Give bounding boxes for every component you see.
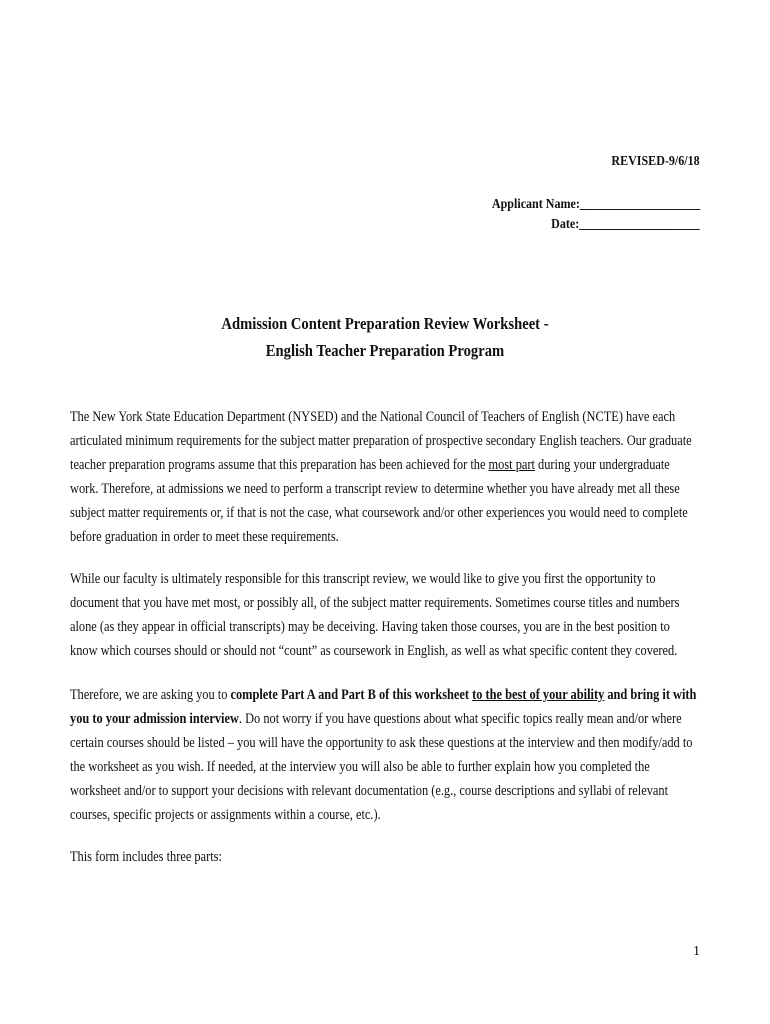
- applicant-name-blank: ____________________: [579, 197, 700, 212]
- revision-date: REVISED-9/6/18: [611, 154, 700, 169]
- title-line-2: English Teacher Preparation Program: [265, 341, 505, 360]
- bold-underlined-instruction: to the best of your ability: [472, 687, 605, 703]
- paragraph-3: Therefore, we are asking you to complete Part A and Part B of this worksheet to the best of your ability and bring it with you to your admission interview. Do not worry if you have questions about what specific topics really mean and/or where certain courses should be listed – you will have the opportunity to ask these questions at the interview and then modify/add to the worksheet as you wish. If needed, at the interview you will also be able to further explain how you completed the worksheet and/or to support your decisions with relevant documentation (e.g., course descriptions and syllabi of relevant courses, specific projects or assignments within a course, etc.).: [70, 687, 697, 823]
- bold-interview-instruction: and bring it with you to your admission interview: [70, 687, 697, 727]
- paragraph-4: This form includes three parts:: [70, 849, 222, 865]
- page-number: 1: [693, 944, 700, 959]
- date-label: Date:: [551, 217, 580, 232]
- date-blank: ____________________: [579, 217, 700, 232]
- applicant-name-field: [492, 197, 700, 213]
- underlined-most-part: most part: [488, 457, 535, 473]
- applicant-name-label: Applicant Name:: [491, 197, 580, 212]
- paragraph-1: The New York State Education Department (NYSED) and the National Council of Teachers of English (NCTE) have each articulated minimum requirements for the subject matter preparation of prospective secondary English teachers. Our graduate teacher preparation programs assume that this preparation has been achieved for the most part during your undergraduate work. Therefore, at admissions we need to perform a transcript review to determine whether you have already met all these subject matter requirements or, if that is not the case, what coursework and/or other experiences you would need to complete before graduation in order to meet these requirements.: [70, 409, 692, 545]
- paragraph-2: While our faculty is ultimately responsible for this transcript review, we would like to give you first the opportunity to document that you have met most, or possibly all, of the subject matter requirements. Sometimes course titles and numbers alone (as they appear in official transcripts) may be deceiving. Having taken those courses, you are in the best position to know which courses should or should not “count” as coursework in English, as well as what specific content they covered.: [70, 571, 680, 659]
- date-field: [552, 217, 700, 233]
- title-line-1: Admission Content Preparation Review Worksheet -: [221, 314, 549, 333]
- bold-instruction: complete Part A and Part B of this worksheet: [230, 687, 473, 703]
